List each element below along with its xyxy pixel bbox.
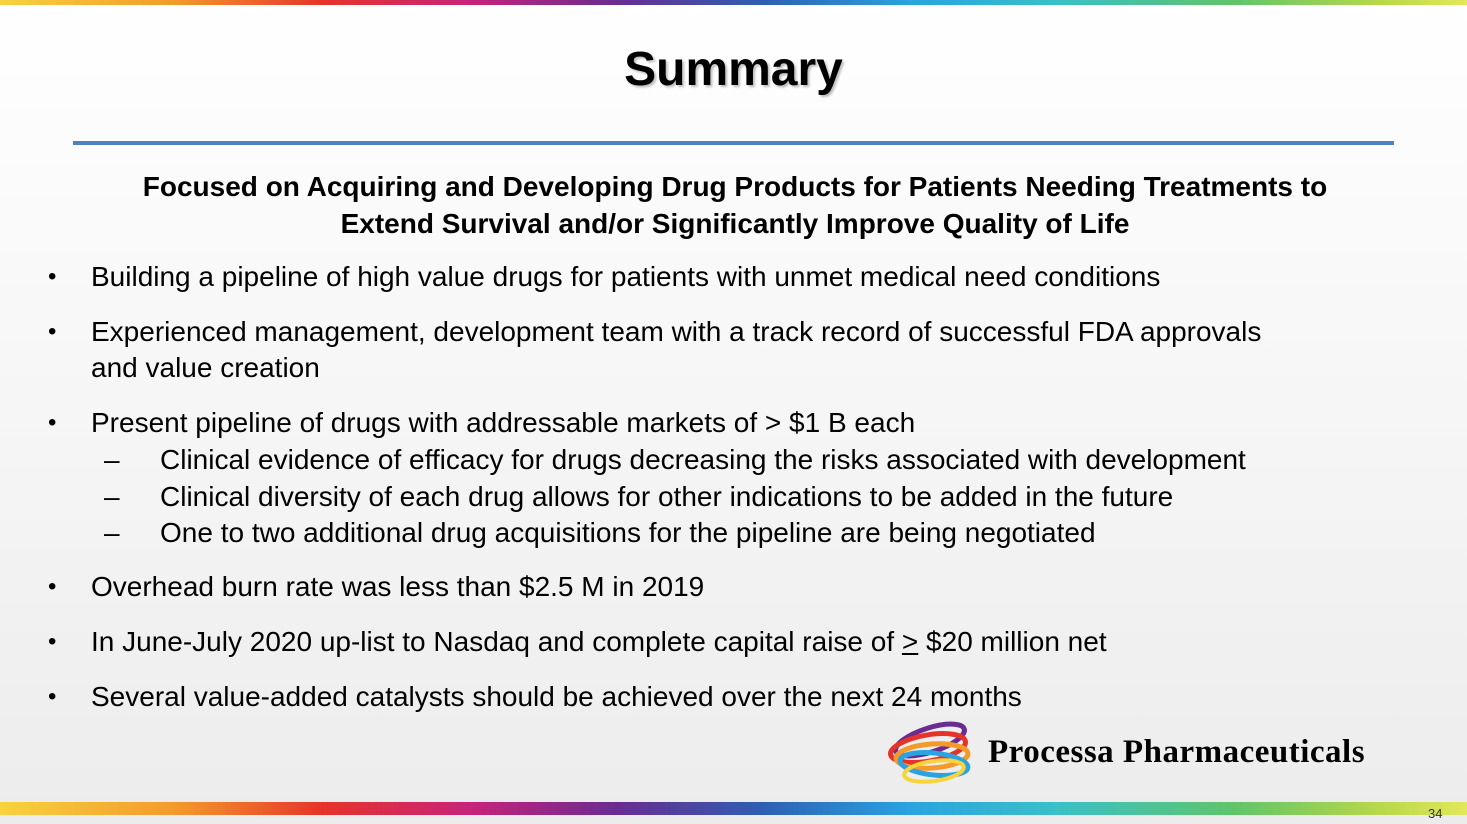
bullet-item-5-suffix: $20 million net [918,626,1107,657]
bullet-dot-icon: • [48,683,57,710]
subtitle-line-2: Extend Survival and/or Significantly Improve Quality of Life [340,208,1130,239]
greater-equal-symbol: > [901,626,919,657]
top-rainbow-bar [0,0,1467,5]
subtitle-line-1: Focused on Acquiring and Developing Drug Products for Patients Needing Treatments to [142,171,1328,202]
bullet-item-2-line-2: and value creation [91,352,320,383]
title-divider [73,141,1394,145]
bullet-item-6: Several value-added catalysts should be achieved over the next 24 months [91,681,1022,712]
sub-bullet-item-2: Clinical diversity of each drug allows for other indications to be added in the future [160,481,1174,512]
sub-bullet-item-1: Clinical evidence of efficacy for drugs decreasing the risks associated with development [160,444,1246,475]
bullet-dot-icon: • [48,409,57,436]
bullet-item-1: Building a pipeline of high value drugs for patients with unmet medical need conditions [91,261,1161,292]
sub-bullet-dash-icon: – [104,481,120,512]
bullet-dot-icon: • [48,628,57,655]
bullet-dot-icon: • [48,318,57,345]
bullet-dot-icon: • [48,263,57,290]
bullet-item-5-prefix: In June-July 2020 up-list to Nasdaq and complete capital raise of [91,626,902,657]
bullet-item-2-line-1: Experienced management, development team with a track record of successful FDA approvals [91,316,1262,347]
bullet-item-4: Overhead burn rate was less than $2.5 M in 2019 [91,571,705,602]
page-number: 34 [1428,806,1443,821]
slide-subtitle [60,168,1410,242]
bullet-item-2 [91,314,1421,386]
sub-bullet-dash-icon: – [104,517,120,548]
slide-title: Summary [624,43,843,96]
bottom-rainbow-bar [0,802,1467,815]
company-name: Processa Pharmaceuticals [988,734,1366,770]
bullet-item-3: Present pipeline of drugs with addressable markets of > $1 B each [91,407,916,438]
bullet-dot-icon: • [48,573,57,600]
company-logo-rings-icon [884,716,976,788]
bullet-item-5 [91,624,1421,660]
sub-bullet-item-3: One to two additional drug acquisitions for the pipeline are being negotiated [160,517,1096,548]
sub-bullet-dash-icon: – [104,444,120,475]
